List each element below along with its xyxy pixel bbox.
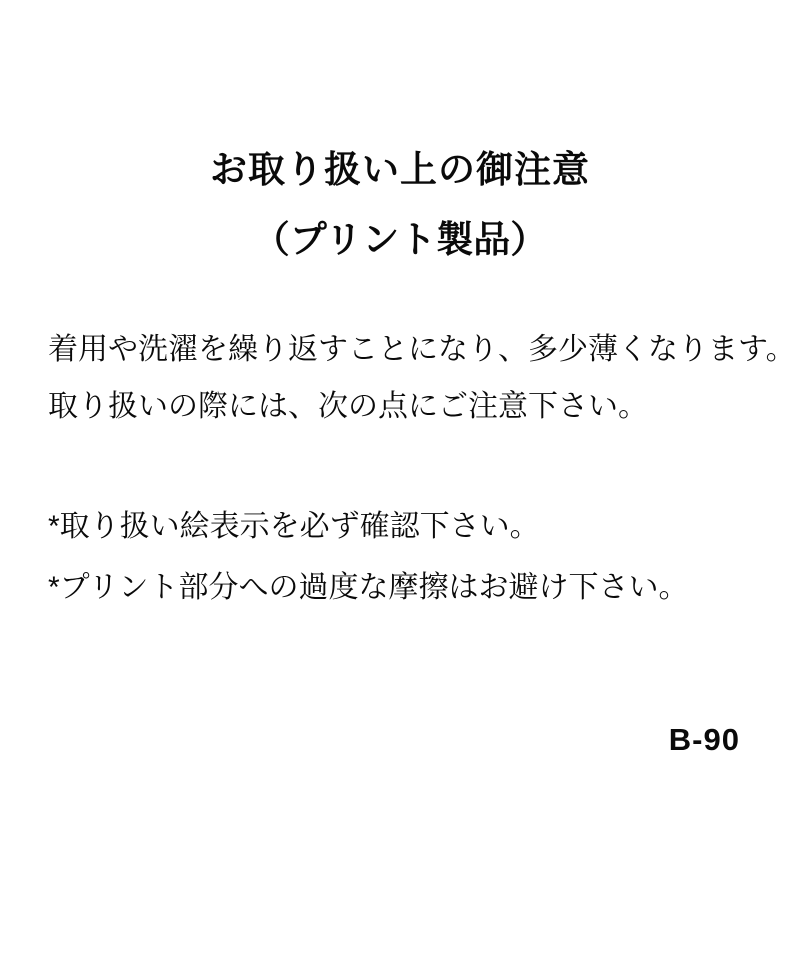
notice-title: お取り扱い上の御注意	[210, 149, 590, 190]
notice-code: B-90	[668, 722, 740, 757]
notice-body-line-1: 着用や洗濯を繰り返すことになり、多少薄くなります。	[48, 333, 796, 366]
notice-note-line-1: *取り扱い絵表示を必ず確認下さい。	[48, 510, 540, 543]
notice-body-line-2: 取り扱いの際には、次の点にご注意下さい。	[48, 390, 648, 423]
notice-note-line-2: *プリント部分への過度な摩擦はお避け下さい。	[48, 571, 689, 604]
notice-subtitle: （プリント製品）	[252, 219, 548, 260]
